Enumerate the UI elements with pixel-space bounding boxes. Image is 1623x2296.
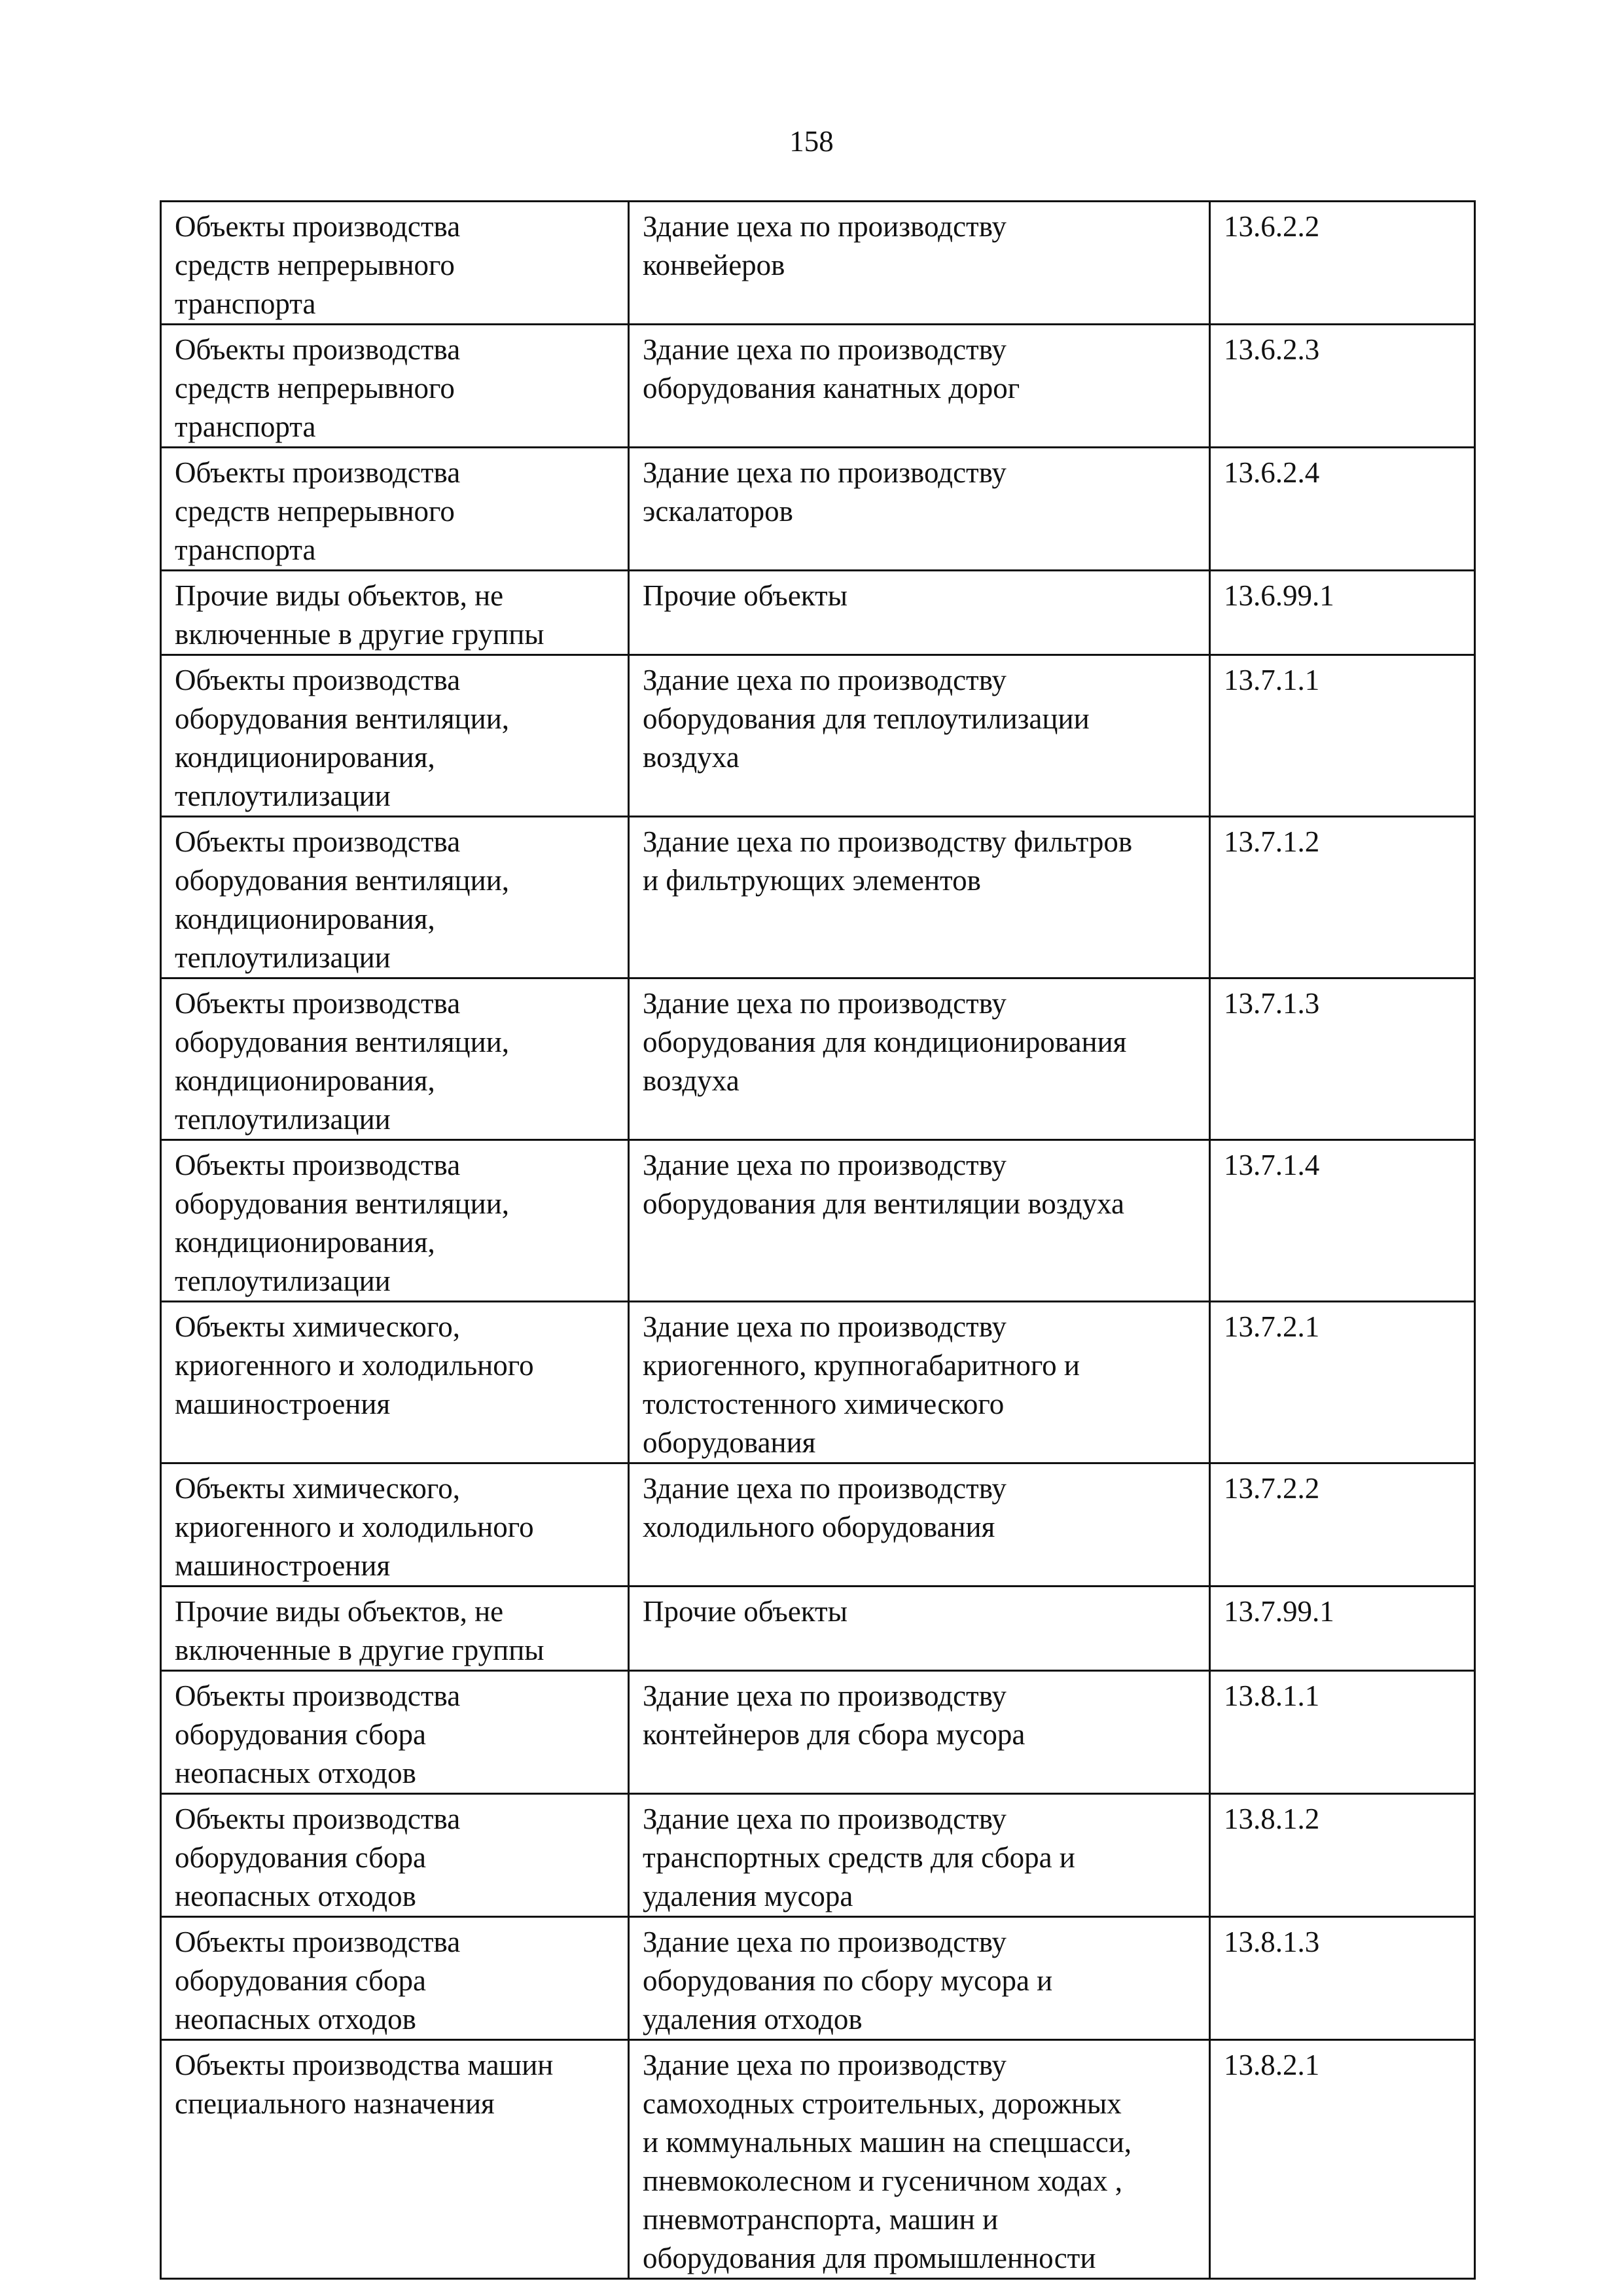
table-row: [161, 1794, 1475, 1917]
table-row: [161, 448, 1475, 571]
category-cell-text: Объекты производства оборудования сбора неопасных отходов: [175, 1679, 461, 1789]
code-cell: [1210, 202, 1475, 325]
category-cell: [161, 1794, 629, 1917]
table-row: [161, 655, 1475, 817]
object-cell: [629, 817, 1210, 978]
object-cell-text: Здание цеха по производству оборудования канатных дорог: [643, 333, 1020, 404]
object-cell-text: Прочие объекты: [643, 1595, 847, 1628]
table-row: [161, 1302, 1475, 1463]
code-cell-text: 13.8.1.3: [1224, 1926, 1320, 1958]
category-cell: [161, 448, 629, 571]
code-cell: [1210, 448, 1475, 571]
table-row: [161, 1463, 1475, 1587]
category-cell: [161, 1587, 629, 1671]
category-cell: [161, 202, 629, 325]
category-cell: [161, 1917, 629, 2040]
code-cell-text: 13.8.2.1: [1224, 2049, 1320, 2081]
category-cell-text: Прочие виды объектов, не включенные в другие группы: [175, 579, 544, 651]
table-row: [161, 202, 1475, 325]
code-cell: [1210, 655, 1475, 817]
code-cell-text: 13.8.1.2: [1224, 1803, 1320, 1835]
category-cell-text: Объекты химического, криогенного и холодильного машиностроения: [175, 1472, 534, 1582]
code-cell-text: 13.7.99.1: [1224, 1595, 1334, 1628]
category-cell-text: Объекты производства средств непрерывного транспорта: [175, 210, 461, 320]
object-cell-text: Здание цеха по производству транспортных средств для сбора и удаления мусора: [643, 1803, 1075, 1912]
code-cell: [1210, 325, 1475, 448]
object-cell: [629, 1587, 1210, 1671]
code-cell: [1210, 1917, 1475, 2040]
category-cell: [161, 325, 629, 448]
category-cell-text: Объекты производства оборудования вентиляции, кондиционирования, теплоутилизации: [175, 1149, 510, 1297]
code-cell-text: 13.7.1.3: [1224, 987, 1320, 1020]
object-cell-text: Здание цеха по производству криогенного, крупногабаритного и толстостенного химического оборудования: [643, 1310, 1080, 1459]
category-cell: [161, 655, 629, 817]
object-cell: [629, 1671, 1210, 1794]
category-cell-text: Прочие виды объектов, не включенные в другие группы: [175, 1595, 544, 1666]
object-cell: [629, 655, 1210, 817]
object-cell-text: Здание цеха по производству контейнеров для сбора мусора: [643, 1679, 1026, 1751]
code-cell-text: 13.7.2.1: [1224, 1310, 1320, 1343]
category-cell-text: Объекты производства средств непрерывного транспорта: [175, 333, 461, 443]
category-cell-text: Объекты химического, криогенного и холодильного машиностроения: [175, 1310, 534, 1420]
code-cell: [1210, 1587, 1475, 1671]
code-cell: [1210, 1794, 1475, 1917]
code-cell-text: 13.7.1.2: [1224, 825, 1320, 858]
object-cell: [629, 448, 1210, 571]
object-cell: [629, 1463, 1210, 1587]
code-cell: [1210, 1463, 1475, 1587]
code-cell-text: 13.6.2.2: [1224, 210, 1320, 243]
object-cell-text: Здание цеха по производству фильтров и фильтрующих элементов: [643, 825, 1133, 897]
object-cell-text: Здание цеха по производству оборудования по сбору мусора и удаления отходов: [643, 1926, 1053, 2036]
category-cell: [161, 2040, 629, 2279]
table-body: [161, 202, 1475, 2279]
category-cell-text: Объекты производства средств непрерывного транспорта: [175, 456, 461, 566]
table-row: [161, 817, 1475, 978]
category-cell-text: Объекты производства оборудования сбора неопасных отходов: [175, 1926, 461, 2036]
code-cell: [1210, 2040, 1475, 2279]
category-cell: [161, 1140, 629, 1302]
code-cell-text: 13.8.1.1: [1224, 1679, 1320, 1712]
table-row: [161, 1671, 1475, 1794]
table-row: [161, 1140, 1475, 1302]
category-cell-text: Объекты производства оборудования вентиляции, кондиционирования, теплоутилизации: [175, 664, 510, 812]
code-cell-text: 13.6.2.3: [1224, 333, 1320, 366]
category-cell: [161, 1463, 629, 1587]
object-cell: [629, 1302, 1210, 1463]
object-cell-text: Здание цеха по производству холодильного оборудования: [643, 1472, 1007, 1543]
code-cell: [1210, 1671, 1475, 1794]
category-cell-text: Объекты производства оборудования вентиляции, кондиционирования, теплоутилизации: [175, 825, 510, 974]
code-cell: [1210, 817, 1475, 978]
table-row: [161, 2040, 1475, 2279]
object-cell-text: Здание цеха по производству оборудования для вентиляции воздуха: [643, 1149, 1125, 1220]
code-cell-text: 13.6.2.4: [1224, 456, 1320, 489]
category-cell-text: Объекты производства оборудования вентиляции, кондиционирования, теплоутилизации: [175, 987, 510, 1136]
object-cell-text: Здание цеха по производству оборудования для теплоутилизации воздуха: [643, 664, 1090, 774]
code-cell-text: 13.7.1.4: [1224, 1149, 1320, 1181]
object-cell-text: Здание цеха по производству самоходных строительных, дорожных и коммунальных машин на спецшасси, пневмоколесном и гусеничном ходах , пневмотранспорта, машин и оборудования для промышленности: [643, 2049, 1132, 2274]
object-cell-text: Прочие объекты: [643, 579, 847, 612]
category-cell-text: Объекты производства оборудования сбора неопасных отходов: [175, 1803, 461, 1912]
code-cell-text: 13.6.99.1: [1224, 579, 1334, 612]
page-number: 158: [789, 125, 834, 158]
code-cell-text: 13.7.2.2: [1224, 1472, 1320, 1505]
object-cell: [629, 1140, 1210, 1302]
table-row: [161, 1917, 1475, 2040]
code-cell: [1210, 1302, 1475, 1463]
object-cell: [629, 1917, 1210, 2040]
object-cell-text: Здание цеха по производству эскалаторов: [643, 456, 1007, 528]
object-cell: [629, 978, 1210, 1140]
category-cell: [161, 1302, 629, 1463]
category-cell: [161, 817, 629, 978]
table-row: [161, 1587, 1475, 1671]
object-cell: [629, 571, 1210, 655]
category-cell: [161, 978, 629, 1140]
object-cell: [629, 325, 1210, 448]
code-cell: [1210, 978, 1475, 1140]
object-cell: [629, 202, 1210, 325]
object-cell: [629, 2040, 1210, 2279]
code-cell-text: 13.7.1.1: [1224, 664, 1320, 696]
table-row: [161, 571, 1475, 655]
table-row: [161, 978, 1475, 1140]
object-cell-text: Здание цеха по производству оборудования для кондиционирования воздуха: [643, 987, 1127, 1097]
category-cell: [161, 571, 629, 655]
classification-table: [160, 200, 1476, 2280]
object-cell: [629, 1794, 1210, 1917]
object-cell-text: Здание цеха по производству конвейеров: [643, 210, 1007, 281]
category-cell: [161, 1671, 629, 1794]
code-cell: [1210, 571, 1475, 655]
table-row: [161, 325, 1475, 448]
category-cell-text: Объекты производства машин специального назначения: [175, 2049, 554, 2120]
code-cell: [1210, 1140, 1475, 1302]
